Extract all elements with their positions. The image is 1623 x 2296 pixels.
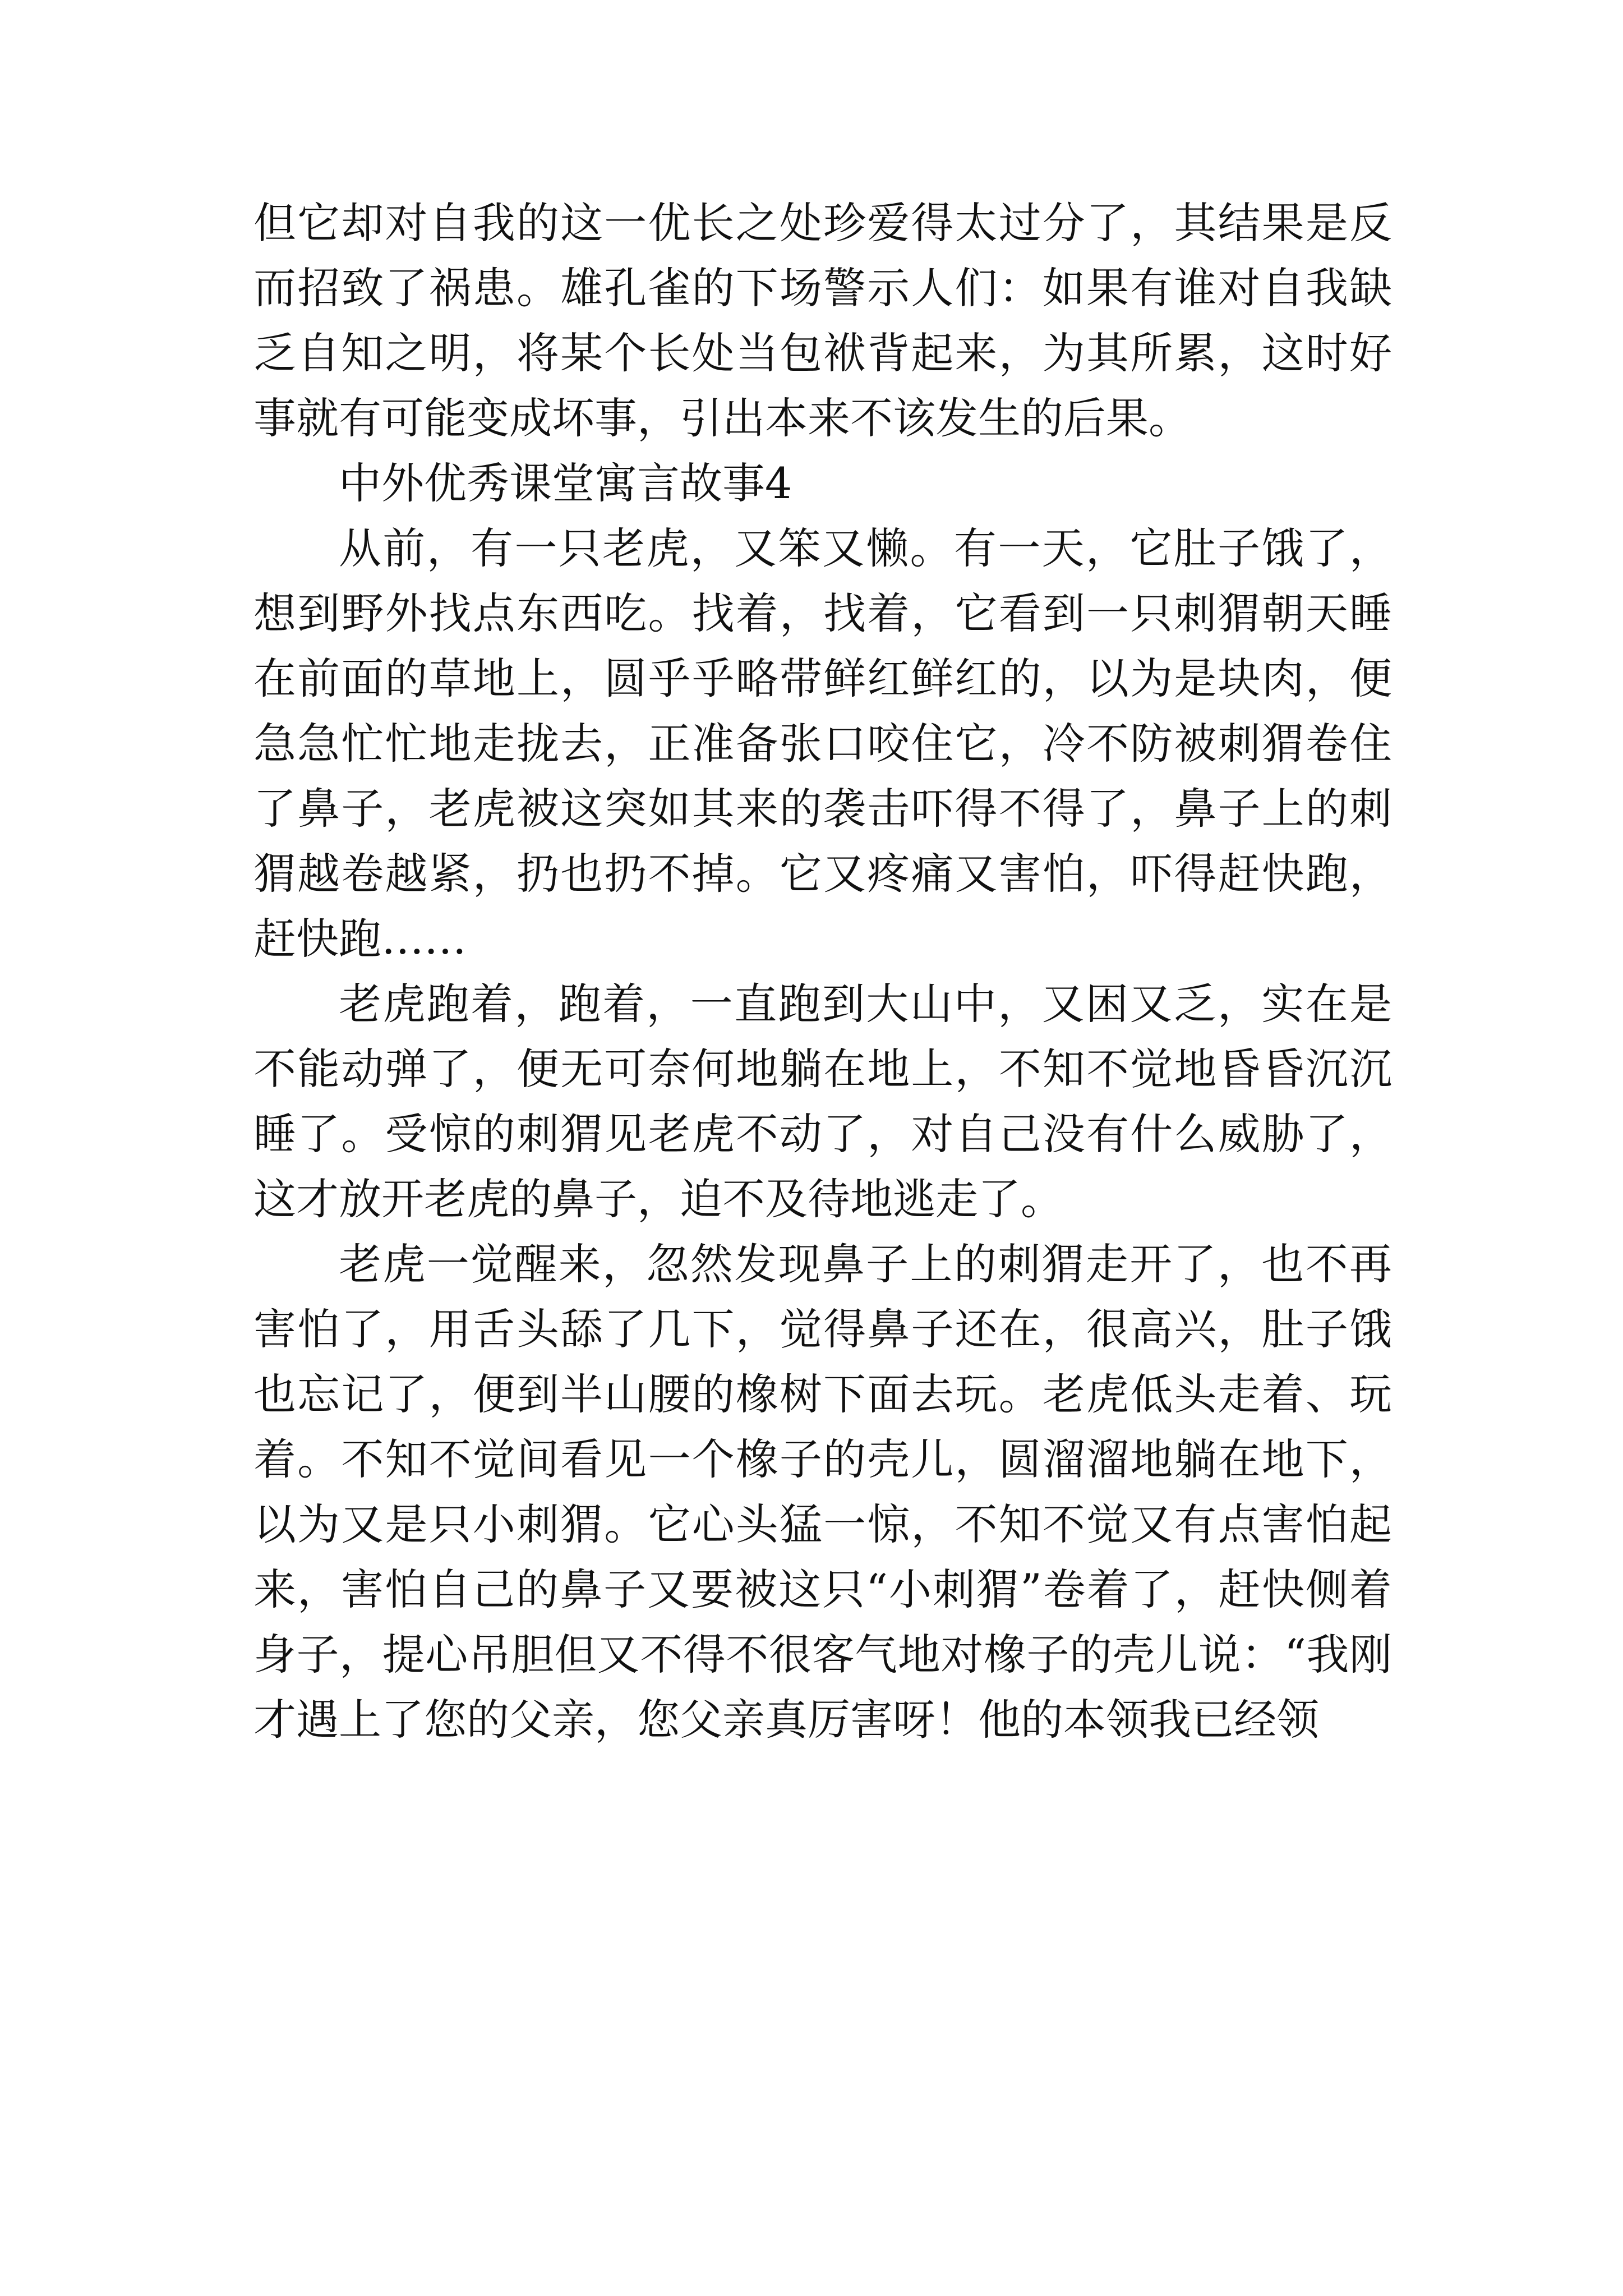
paragraph-tiger-sleeps: 老虎跑着，跑着，一直跑到大山中，又困又乏，实在是不能动弹了，便无可奈何地躺在地上，不知不觉地昏昏沉沉睡了。受惊的刺猬见老虎不动了，对自己没有什么威胁了，这才放开老虎的鼻子，迫不及待地逃走了。 bbox=[253, 979, 1392, 1224]
document-body bbox=[253, 191, 1392, 1752]
paragraph-peacock-moral: 但它却对自我的这一优长之处珍爱得太过分了，其结果是反而招致了祸患。雄孔雀的下场警示人们：如果有谁对自我缺乏自知之明，将某个长处当包袱背起来，为其所累，这时好事就有可能变成坏事，引出本来不该发生的后果。 bbox=[253, 198, 1392, 443]
story-title: 中外优秀课堂寓言故事4 bbox=[339, 458, 792, 508]
paragraph-tiger-hedgehog: 从前，有一只老虎，又笨又懒。有一天，它肚子饿了，想到野外找点东西吃。找着，找着，它看到一只刺猬朝天睡在前面的草地上，圆乎乎略带鲜红鲜红的，以为是块肉，便急急忙忙地走拢去，正准备张口咬住它，冷不防被刺猬卷住了鼻子，老虎被这突如其来的袭击吓得不得了，鼻子上的刺猬越卷越紧，扔也扔不掉。它又疼痛又害怕，吓得赶快跑，赶快跑…… bbox=[253, 523, 1392, 964]
paragraph-tiger-acorn: 老虎一觉醒来，忽然发现鼻子上的刺猬走开了，也不再害怕了，用舌头舔了几下，觉得鼻子还在，很高兴，肚子饿也忘记了，便到半山腰的橡树下面去玩。老虎低头走着、玩着。不知不觉间看见一个橡子的壳儿，圆溜溜地躺在地下，以为又是只小刺猬。它心头猛一惊，不知不觉又有点害怕起来，害怕自己的鼻子又要被这只“小刺猬”卷着了，赶快侧着身子，提心吊胆但又不得不很客气地对橡子的壳儿说：“我刚才遇上了您的父亲，您父亲真厉害呀！他的本领我已经领 bbox=[253, 1239, 1392, 1745]
